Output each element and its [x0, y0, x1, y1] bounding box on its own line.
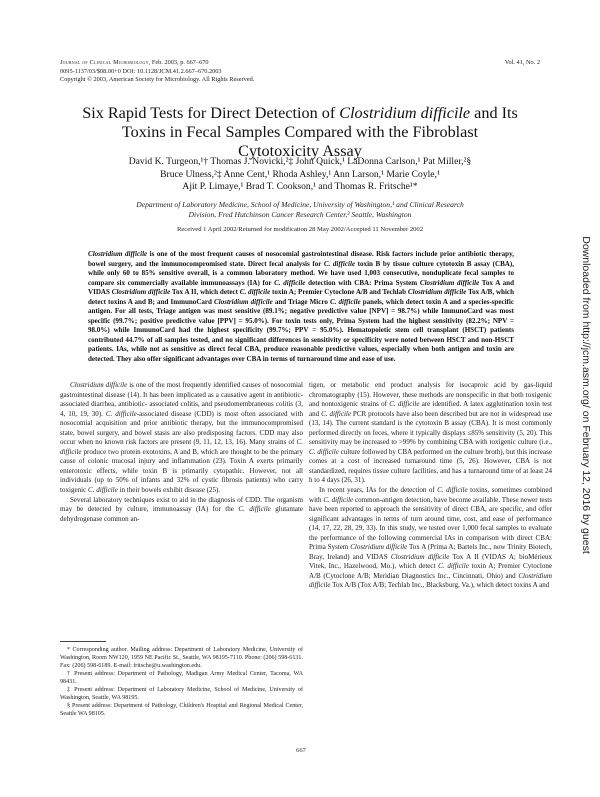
body-span: is one of the most frequently identified causes of nosocomial gastrointestinal disease (14). It has been implicated as a causative agent in antibiotic-associated diarrhea, antibiotic- associated colitis, and pseudomembraneous colitis (3, 4, 10, 19, 30).: [60, 381, 304, 418]
body-span: Tox A/B (Tox A/B; Techlab Inc., Blacksburg, Va.), which detect toxins A and: [330, 581, 550, 590]
footnotes: [60, 646, 303, 718]
abstract-span: is one of the most frequent causes of nosocomial gastrointestinal disease. Risk factors include prior antibiotic therapy, bowel surgery, and the immunocompromised state. Direct fecal analysis for: [88, 250, 514, 268]
abstract-span: Clostridium difficile: [111, 288, 171, 297]
body-span: C. difficile: [238, 505, 271, 514]
body-span: C. difficile: [321, 409, 351, 418]
title-line-3: Cytotoxicity Assay: [238, 142, 362, 160]
title-part: Six Rapid Tests for Direct Detection of: [82, 104, 340, 122]
body-span: Tox A (Prima A; Bartels Inc., now Trinity Biotech, Bray, Ireland) and VIDAS: [309, 543, 553, 561]
body-span: tigen, or metabolic end product analysis for isocaproic acid by gas-liquid chromatography (15). However, these methods are nonspecific in that both toxigenic and nontoxigenic strains of: [309, 381, 552, 409]
journal-line: [60, 59, 420, 68]
body-span: C. difficile: [389, 400, 420, 409]
author-line: Bruce Ulness,²‡ Anne Cent,¹ Rhoda Ashley,¹ Ann Larson,¹ Marie Coyle,¹: [160, 168, 440, 180]
body-span: toxins, sometimes combined with: [309, 486, 552, 504]
abstract-span: Tox A/B, which detect toxins A and B; and ImmunoCard: [88, 288, 514, 306]
body-span: C. difficile: [323, 495, 354, 504]
right-column: [309, 381, 552, 591]
abstract-span: Tox A and VIDAS: [88, 278, 514, 297]
body-span: Tox A II (VIDAS A; bioMérieux Vitek, Inc., Hazelwood, Mo.), which detect: [309, 552, 552, 571]
affiliation: [60, 200, 540, 220]
affiliation-line: Division, Fred Hutchinson Cancer Research Center,² Seattle, Washington: [188, 210, 412, 219]
abstract-span: C. difficile: [239, 288, 271, 297]
footnote-divider: [60, 641, 106, 642]
title-organism: Clostridium difficile: [339, 104, 471, 122]
left-column: [60, 381, 303, 524]
abstract-span: Clostridium difficile: [88, 250, 148, 258]
download-sidebar-text: Downloaded from http://jcm.asm.org/ on February 12, 2016 by guest: [580, 236, 592, 554]
author-list: [40, 156, 560, 194]
body-span: PCR protocols have also been described but are not in widespread use (13, 14). The current standard is the cytotoxin B assay (CBA). It is most commonly performed directly on feces, where it typically displays ≤85% sensitivity (5, 20). This sensitivity may be increased to >99% by combining CBA with toxigenic culture (i.e.,: [309, 409, 553, 447]
abstract: [88, 250, 514, 365]
abstract-span: toxin B by tissue culture cytotoxin B assay (CBA), while only 60 to 85% sensitive overall, is a common laboratory method. We have used 1,003 consecutive, nonduplicate fecal samples to compare six commercially available immunoassays (IA) for: [88, 259, 515, 287]
body-span: produce two protein exotoxins, A and B, which are thought to be the primary cause of colonic mucosal injury and inflammation (23). Toxin A exerts primarily enterotoxic effects, while toxin B is primarily cytopathic. However, not all individuals (up to 50% of infants and 32% of cystic fibrosis patients) who carry toxigenic: [60, 447, 303, 495]
footnote: † Present address: Department of Pathology, Madigan Army Medical Center, Tacoma, WA 98431.: [60, 671, 303, 686]
abstract-span: panels, which detect toxin A and a species-specific antigen. For all tests, Triage antigen was most sensitive (89.1%; negative predictive value [NPV] = 98.7%) while ImmunoCard was most specific (99.7%; positive predictive value [PPV] = 95.0%). For toxin tests only, Prima System had the highest sensitivity (82.2%; NPV = 98.0%) while ImmunoCard had the highest specificity (99.7%; PPV = 95.0%). Hematopoietic stem cell transplant (HSCT) patients contributed 44.7% of all samples tested, and no significant differences in sensitivity or specificity were noted between HSCT and non-HSCT patients. IAs, while not as sensitive as direct fecal CBA, produce reasonable predictive values, especially when both antigen and toxin are detected. They also offer significant advantages over CBA in terms of turnaround time and ease of use.: [88, 297, 514, 364]
body-span: Clostridium difficile: [70, 381, 128, 389]
running-header: [60, 59, 420, 85]
body-span: In recent years, IAs for the detection of: [319, 486, 438, 495]
body-span: C. difficile: [437, 486, 468, 495]
article-title: [40, 104, 560, 161]
body-span: are identified. A latex agglutination toxin test and: [309, 400, 552, 418]
body-span: C. difficile: [309, 447, 339, 456]
body-span: C. difficile: [105, 409, 137, 418]
doi-line: 0095-1137/03/$08.00+0 DOI: 10.1128/JCM.41.2.667–670.2003: [60, 67, 222, 75]
body-span: glutamate dehydrogenase common an-: [60, 505, 304, 523]
author-line: Ajit P. Limaye,¹ Brad T. Cookson,¹ and Thomas R. Fritsche¹*: [182, 181, 418, 193]
body-paragraph: [60, 496, 303, 525]
footnote-corresponding: * Corresponding author. Mailing address: Department of Laboratory Medicine, University of Washington, Room NW120, 1959 NE Pacific St., Seattle, WA 98195-7110. Phone: (206) 598-6131. Fax: (206) 598-6189. E-mail: fritsche@u.washington.edu.: [60, 647, 303, 670]
volume-label: Vol. 41, No. 2: [504, 59, 540, 66]
journal-name: Journal of Clinical Microbiology: [60, 59, 149, 66]
abstract-span: Clostridium difficile: [214, 297, 273, 306]
title-part: and Its: [470, 104, 518, 122]
page-number: 667: [296, 747, 306, 754]
affiliation-line: Department of Laboratory Medicine, School of Medicine, University of Washington,¹ and Clinical Research: [136, 200, 464, 209]
footnote: ‡ Present address: Department of Laboratory Medicine, School of Medicine, University of Washington, Seattle, WA 98195.: [60, 687, 303, 702]
body-span: Several laboratory techniques exist to aid in the diagnosis of CDD. The organism may be detected by culture, immunoassay (IA) for the: [60, 495, 303, 514]
body-span: -associated disease (CDD) is most often associated with nosocomial acquisition and prior antibiotic therapy, but the immunocompromised state, bowel surgery, and bowel stasis are also predisposing factors. CDD may also occur when no known risk factors are present (9, 11, 12, 13, 16). Many strains of: [60, 409, 303, 447]
footnote: § Present address: Department of Pathology, Children's Hospital and Regional Medical Center, Seattle WA 98105.: [60, 703, 303, 718]
body-span: Clostridium difficile: [309, 571, 552, 590]
body-span: C. difficile: [88, 486, 118, 495]
body-paragraph: [309, 486, 552, 591]
abstract-span: C. difficile: [274, 278, 306, 287]
body-span: Clostridium difficile: [390, 552, 450, 561]
body-span: Clostridium difficile: [350, 543, 408, 552]
body-span: in their bowels exhibit disease (25).: [117, 486, 221, 495]
abstract-span: toxin A; Premier Cytoclone A/B and Techlab: [270, 288, 408, 297]
body-paragraph: [309, 381, 552, 486]
body-span: toxin A; Premier Cytoclone A/B (Cytoclone A/B; Meridian Diagnostics Inc., Cincinnati, Ohio) and: [309, 562, 552, 580]
body-paragraph: [60, 381, 303, 496]
journal-issue: , Feb. 2003, p. 667–670: [148, 59, 209, 66]
abstract-span: Tox A II, which detect: [170, 288, 240, 297]
body-span: C. difficile: [438, 562, 469, 571]
title-line-2: Toxins in Fecal Samples Compared with the Fibroblast: [121, 123, 479, 141]
author-line: David K. Turgeon,¹† Thomas J. Novicki,²‡ John Quick,¹ LaDonna Carlson,¹ Pat Miller,²§: [128, 156, 472, 167]
abstract-span: C. difficile: [329, 297, 361, 306]
body-span: C. difficile: [60, 438, 303, 456]
body-span: culture followed by CBA performed on the culture broth), but this increase comes at a cost of increased turnaround time (5, 26). However, CBA is not standardized, requires tissue culture facilities, and has a turnaround time of at least 24 h to 4 days (26, 31).: [309, 447, 552, 485]
abstract-span: C. difficile: [323, 259, 356, 268]
abstract-span: Clostridium difficile: [407, 288, 467, 297]
abstract-span: Clostridium difficile: [419, 278, 480, 287]
abstract-span: detection with CBA: Prima System: [305, 278, 420, 287]
received-dates: Received 1 April 2002/Returned for modification 28 May 2002/Accepted 11 November 2002: [176, 226, 424, 233]
abstract-span: and Triage Micro: [272, 297, 330, 306]
copyright-line: Copyright © 2003, American Society for Microbiology. All Rights Reserved.: [60, 76, 255, 84]
body-span: common-antigen detection, have become available. These newer tests have been reported to approach the sensitivity of direct CBA, are specific, and offer significant advantages in terms of turn around time, cost, and ease of performance (14, 17, 22, 28, 29, 33). In this study, we tested over 1,000 fecal samples to evaluate the performance of the following commercial IAs in comparison with direct CBA: Prima System: [309, 495, 553, 552]
